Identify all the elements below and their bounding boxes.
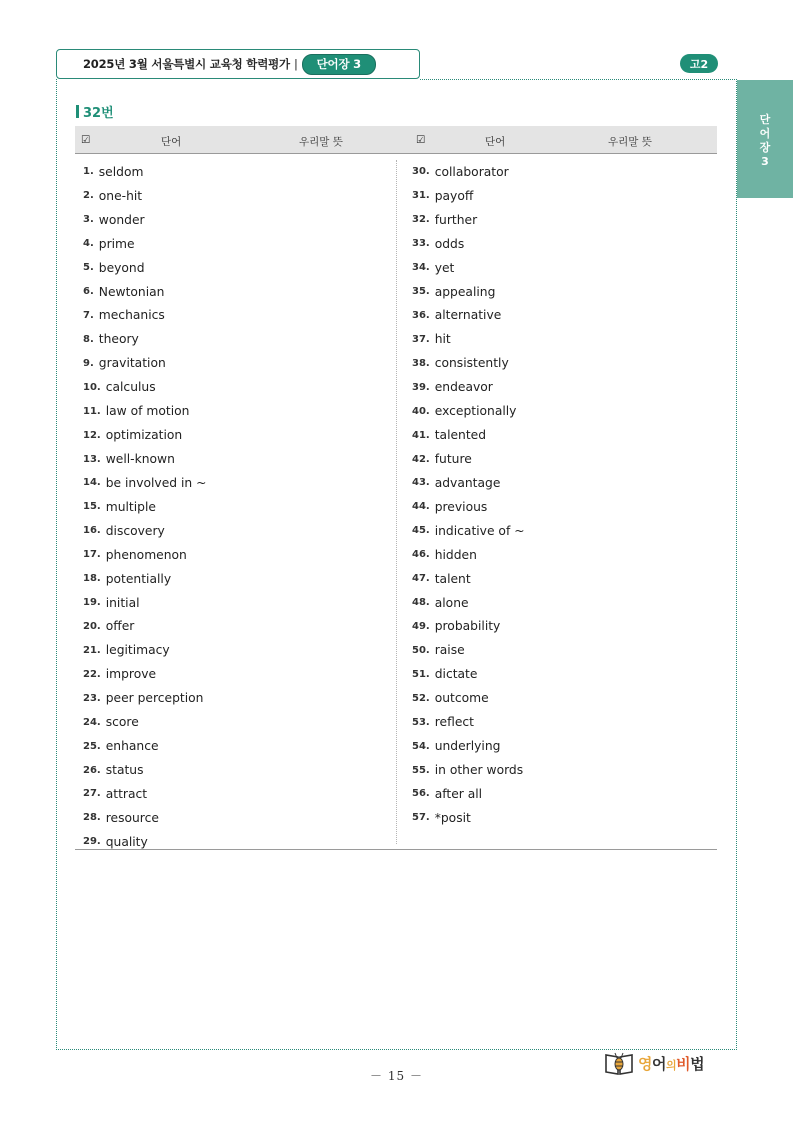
word-text: attract [105,786,148,801]
word-text: collaborator [434,164,509,179]
word-text: Newtonian [98,284,165,299]
meaning-column-header: 우리말 뜻 [608,136,652,148]
logo-text: 영 [638,1054,652,1073]
word-list-right [412,160,712,830]
word-row [412,304,712,328]
word-row [412,160,712,184]
word-text: one-hit [98,188,143,203]
word-row [412,232,712,256]
word-text: quality [105,834,148,849]
word-row [83,662,383,686]
word-text: endeavor [434,380,493,395]
word-text: theory [98,332,139,347]
header-title-box [56,49,420,79]
word-text: exceptionally [434,404,517,419]
word-number: 41. [412,429,430,441]
word-number: 23. [83,692,101,704]
section-heading [76,103,114,119]
word-number: 1. [83,166,94,178]
word-text: potentially [105,571,172,586]
word-number: 6. [83,286,94,298]
word-row [412,806,712,830]
word-number: 38. [412,357,430,369]
logo-text: 법 [690,1054,705,1073]
word-number: 31. [412,190,430,202]
word-number: 39. [412,381,430,393]
word-number: 16. [83,525,101,537]
word-number: 40. [412,405,430,417]
word-text: talented [434,428,487,443]
word-row [83,567,383,591]
word-row [412,519,712,543]
word-number: 5. [83,262,94,274]
exam-title: 2025년 3월 서울특별시 교육청 학력평가 [83,57,290,71]
word-number: 28. [83,812,101,824]
word-number: 26. [83,764,101,776]
word-row [83,495,383,519]
word-number: 24. [83,716,101,728]
grade-badge: 고2 [680,54,718,73]
word-row [83,447,383,471]
word-number: 10. [83,381,101,393]
word-row [412,208,712,232]
word-number: 22. [83,668,101,680]
word-row [412,734,712,758]
word-text: beyond [98,260,145,275]
word-text: appealing [434,284,496,299]
word-text: discovery [105,523,165,538]
word-row [83,351,383,375]
word-text: mechanics [98,308,165,323]
word-number: 57. [412,812,430,824]
word-number: 44. [412,501,430,513]
word-number: 42. [412,453,430,465]
word-row [412,375,712,399]
word-number: 51. [412,668,430,680]
table-bottom-rule [75,849,717,850]
word-number: 17. [83,549,101,561]
word-row [83,591,383,615]
word-row [83,399,383,423]
word-text: hit [434,332,451,347]
word-text: peer perception [105,691,204,706]
word-number: 9. [83,357,94,369]
word-number: 21. [83,644,101,656]
word-row [412,686,712,710]
word-number: 47. [412,573,430,585]
side-tab [737,80,793,198]
word-row [83,160,383,184]
word-row [83,208,383,232]
word-text: consistently [434,356,509,371]
word-row [412,567,712,591]
word-text: well-known [105,452,175,467]
word-row [83,304,383,328]
word-text: multiple [105,499,156,514]
meaning-column-header: 우리말 뜻 [299,136,343,148]
word-text: prime [98,236,135,251]
book-bee-icon [604,1050,634,1076]
word-text: raise [434,643,465,658]
word-text: be involved in ~ [105,475,207,490]
word-column-header: 단어 [161,136,182,148]
section-title-text: 32번 [83,105,114,121]
word-row [83,830,383,854]
word-row [412,662,712,686]
page-frame-top-border [420,79,737,80]
word-number: 55. [412,764,430,776]
word-text: seldom [98,164,144,179]
word-row [412,184,712,208]
word-text: dictate [434,667,478,682]
word-text: phenomenon [105,547,187,562]
word-row [83,806,383,830]
word-row [83,782,383,806]
logo-text: 비 [676,1054,691,1073]
word-text: previous [434,499,488,514]
word-text: wonder [98,212,145,227]
word-row [83,758,383,782]
word-number: 53. [412,716,430,728]
word-number: 20. [83,620,101,632]
column-divider [396,160,397,844]
word-text: score [105,715,139,730]
word-number: 18. [83,573,101,585]
word-text: talent [434,571,471,586]
publisher-logo [604,1048,704,1078]
word-row [412,280,712,304]
word-text: in other words [434,763,524,777]
word-row [83,423,383,447]
word-row [83,710,383,734]
checkbox-icon: ☑ [81,134,91,146]
word-text: hidden [434,547,477,562]
word-row [412,782,712,806]
word-row [83,638,383,662]
word-text: outcome [434,691,489,706]
word-text: status [105,763,144,777]
word-row [83,519,383,543]
word-text: gravitation [98,356,166,371]
word-text: after all [434,786,483,801]
word-number: 46. [412,549,430,561]
section-marker [76,105,79,118]
word-number: 37. [412,333,430,345]
word-text: offer [105,619,135,634]
word-row [412,447,712,471]
word-row [412,638,712,662]
word-text: resource [105,810,159,825]
word-row [83,543,383,567]
word-number: 54. [412,740,430,752]
word-text: initial [105,595,140,610]
word-text: advantage [434,475,501,490]
word-number: 43. [412,477,430,489]
word-row [412,591,712,615]
word-text: future [434,452,472,467]
word-number: 32. [412,214,430,226]
side-tab-char: 단 [759,113,771,126]
page-number: － 15 － [370,1069,423,1083]
word-number: 4. [83,238,94,250]
word-text: indicative of ~ [434,523,525,538]
word-number: 25. [83,740,101,752]
word-row [412,351,712,375]
word-text: legitimacy [105,643,170,658]
word-text: alternative [434,308,502,323]
word-number: 27. [83,788,101,800]
word-row [83,471,383,495]
word-number: 19. [83,597,101,609]
word-text: optimization [105,428,183,443]
word-text: enhance [105,739,159,754]
word-number: 52. [412,692,430,704]
word-number: 14. [83,477,101,489]
word-text: improve [105,667,157,682]
word-text: underlying [434,739,501,754]
side-tab-char: 3 [761,155,769,168]
word-number: 49. [412,620,430,632]
word-number: 11. [83,405,101,417]
word-text: calculus [105,380,156,395]
word-number: 33. [412,238,430,250]
word-row [412,758,712,782]
table-header [75,126,717,154]
word-row [83,686,383,710]
word-row [412,399,712,423]
word-number: 12. [83,429,101,441]
word-row [83,327,383,351]
word-row [412,256,712,280]
word-text: odds [434,236,465,251]
word-number: 48. [412,597,430,609]
word-number: 56. [412,788,430,800]
word-row [83,375,383,399]
vocab-set-pill: 단어장 3 [302,54,376,75]
word-row [412,710,712,734]
word-row [412,471,712,495]
word-row [412,495,712,519]
word-number: 45. [412,525,430,537]
word-column-header: 단어 [485,136,506,148]
word-text: further [434,212,478,227]
word-number: 34. [412,262,430,274]
word-number: 7. [83,309,94,321]
word-number: 8. [83,333,94,345]
word-row [83,184,383,208]
word-text: probability [434,619,501,634]
logo-text: 의 [666,1058,677,1072]
word-text: reflect [434,715,474,730]
word-row [412,615,712,639]
side-tab-char: 어 [759,127,771,140]
word-number: 3. [83,214,94,226]
word-row [412,327,712,351]
word-number: 15. [83,501,101,513]
side-tab-char: 장 [759,141,771,154]
word-row [412,543,712,567]
word-text: alone [434,595,469,610]
word-row [83,256,383,280]
word-list-left [83,160,383,854]
word-row [83,280,383,304]
word-number: 29. [83,836,101,848]
word-text: *posit [434,810,471,825]
word-text: yet [434,260,455,275]
word-row [83,734,383,758]
word-number: 2. [83,190,94,202]
word-number: 30. [412,166,430,178]
word-row [83,232,383,256]
logo-text: 어 [652,1054,666,1073]
word-row [412,423,712,447]
word-text: law of motion [105,404,190,419]
word-number: 50. [412,644,430,656]
word-number: 35. [412,286,430,298]
title-separator: | [293,57,298,71]
checkbox-icon: ☑ [416,134,426,146]
word-row [83,615,383,639]
word-number: 13. [83,453,101,465]
word-number: 36. [412,309,430,321]
word-text: payoff [434,188,474,203]
